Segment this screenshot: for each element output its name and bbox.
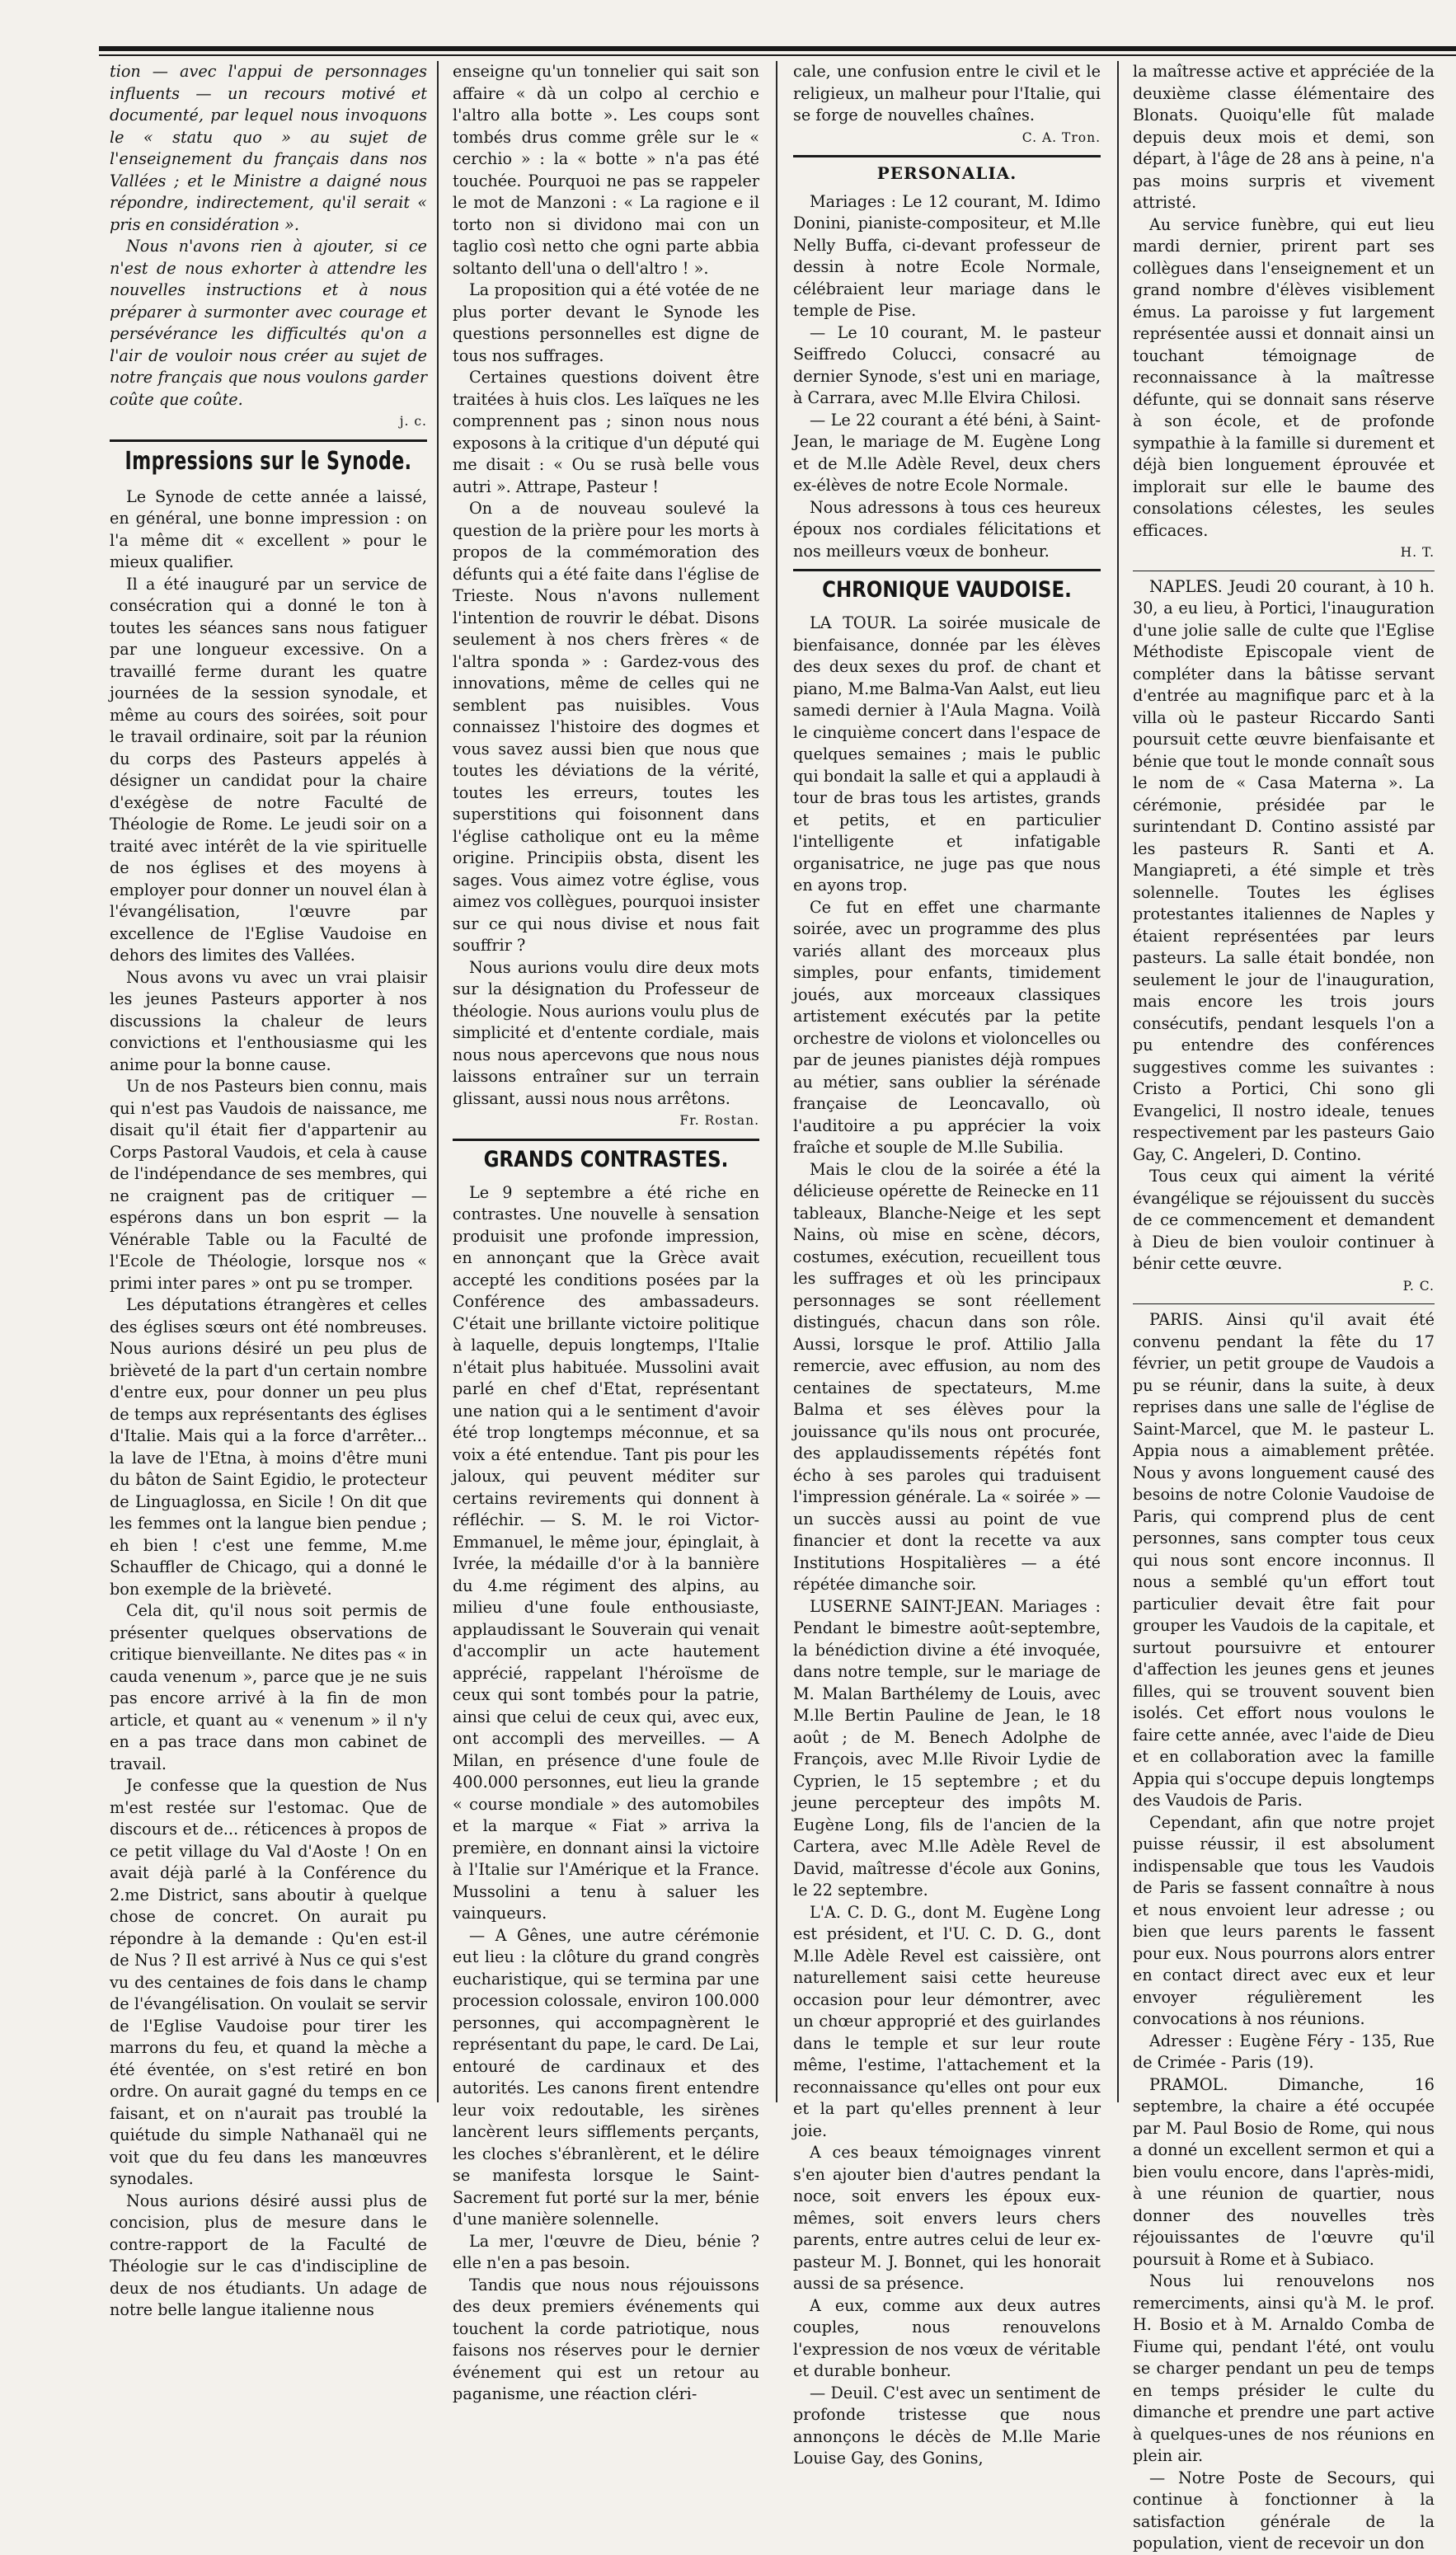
paragraph: La mer, l'œuvre de Dieu, bénie ? elle n'en a pas besoin. — [453, 2231, 759, 2272]
paragraph: NAPLES. Jeudi 20 courant, à 10 h. 30, a eu lieu, à Portici, l'inauguration d'une jolie salle de culte que l'Eglise Méthodiste Episcopale vient de compléter dans la bâtisse servant d'entrée au magnifique parc et à la villa où le pasteur Riccardo Santi poursuit cette œuvre bienfaisante et bénie que tout le monde connaît sous le nom de « Casa Materna ». La cérémonie, présidée par le surintendant D. Contino assisté par les pasteurs R. Santi et A. Mangiapreti, a été simple et très solennelle. Toutes les églises protestantes italiennes de Naples y étaient représentées par leurs pasteurs. La salle était bondée, non seulement le jour de l'inauguration, mais encore les trois jours consécutifs, pendant lesquels l'on a pu entendre des conférences suggestives comme les suivantes : Cristo a Portici, Chi sono gli Evangelici, Il nostro ideale, tenues respectivement par les pasteurs Gaio Gay, C. Angeleri, D. Contino. — [1133, 576, 1435, 1164]
paragraph: Ce fut en effet une charmante soirée, avec un programme des plus variés allant des morceaux plus simples, pour enfants, timidement joués, aux morceaux classiques artistement exécutés par la petite orchestre de violons et violoncelles ou par de jeunes pianistes déjà rompues au métier, sans oublier la sérénade française de Leoncavallo, où l'auditoire a pu apprécier la voix fraîche et souple de M.lle Subilia. — [793, 897, 1101, 1157]
section-rule — [453, 1139, 759, 1141]
paragraph: Mariages : Le 12 courant, M. Idimo Donini, pianiste-compositeur, et M.lle Nelly Buffa, ci-devant professeur de dessin à notre Ecole Normale, célébraient leur mariage dans le temple de Pise. — [793, 191, 1101, 320]
section-heading: CHRONIQUE VAUDOISE. — [822, 577, 1072, 603]
section-rule — [110, 439, 427, 442]
paragraph: Un de nos Pasteurs bien connu, mais qui n'est pas Vaudois de naissance, me disait qu'il était fier d'appartenir au Corps Pastoral Vaudois, et cela à cause de l'indépendance de ses membres, qui ne craignent pas de critiquer — espérons dans un bon esprit — la Vénérable Table ou la Faculté de l'Ecole de Théologie, lorsque nos « primi inter pares » ont pu se tromper. — [110, 1077, 427, 1293]
paragraph: Je confesse que la question de Nus m'est restée sur l'estomac. Que de discours et de... réticences à propos de ce petit village du Val d'Aoste ! On en avait déjà parlé à la Conférence du 2.me District, sans aboutir à quelque chose de concret. On aurait pu répondre à la demande : Qu'en est-il de Nus ? Il est arrivé à Nus ce qui s'est vu des centaines de fois dans le champ de l'évangélisation. On voulait se servir de l'Eglise Vaudoise pour tirer les marrons du feu, et quand la mèche a été éventée, on s'est retiré en bon ordre. On aurait gagné du temps en ce faisant, et on n'aurait pas troublé la quiétude du simple Nathanaël qui ne voit que du feu dans les manœuvres synodales. — [110, 1776, 427, 2188]
paragraph: Nous aurions voulu dire deux mots sur la désignation du Professeur de théologie. Nous aurions voulu plus de simplicité et d'entente cordiale, mais nous nous apercevons que nous nous laissons entraîner sur un terrain glissant, aussi nous nous arrêtons. — [453, 957, 759, 1108]
article-signature: C. A. Tron. — [1022, 129, 1101, 145]
column-4 — [1133, 61, 1435, 2553]
paragraph: Nous aurions désiré aussi plus de concision, plus de mesure dans le contre-rapport de la Faculté de Théologie sur le cas d'indiscipline de deux de nos étudiants. Un adage de notre belle langue italienne nous — [110, 2191, 427, 2319]
paragraph: Le Synode de cette année a laissé, en général, une bonne impression : on l'a même dit « excellent » pour le mieux qualifier. — [110, 486, 427, 571]
paragraph: PARIS. Ainsi qu'il avait été convenu pendant la fête du 17 février, un petit groupe de Vaudois a pu se réunir, dans la suite, à deux reprises dans une salle de l'église de Saint-Marcel, que M. le pasteur L. Appia nous a aimablement prêtée. Nous y avons longuement causé des besoins de notre Colonie Vaudoise de Paris, qui comprend plus de cent personnes, sans compter tous ceux qui nous sont encore inconnus. Il nous a semblé qu'un effort tout particulier devait être fait pour grouper les Vaudois de la capitale, et surtout poursuivre et entourer d'affection les jeunes gens et jeunes filles, qui se trouvent souvent bien isolés. Cet effort nous voulons le faire cette année, avec l'aide de Dieu et en collaboration avec la famille Appia qui s'occupe depuis longtemps des Vaudois de Paris. — [1133, 1310, 1435, 1810]
article-heading: Impressions sur le Synode. — [124, 446, 412, 476]
section-rule — [793, 155, 1101, 157]
paragraph: Cela dit, qu'il nous soit permis de présenter quelques observations de critique bienveillante. Ne dites pas « in cauda venenum », parce que je ne suis pas encore arrivé à la fin de mon article, et quant au « venenum » il n'y en a pas trace dans mon cabinet de travail. — [110, 1601, 427, 1773]
column-divider — [1117, 61, 1119, 2102]
section-rule — [1133, 1303, 1435, 1304]
paragraph: Tous ceux qui aiment la vérité évangélique se réjouissent du succès de ce commencement et demandent à Dieu de bien vouloir continuer à bénir cette œuvre. — [1133, 1167, 1435, 1273]
paragraph: cale, une confusion entre le civil et le religieux, un malheur pour l'Italie, qui se forge de nouvelles chaînes. — [793, 62, 1101, 124]
intro-paragraph: tion — avec l'appui de personnages influents — un recours motivé et documenté, par lequel nous invoquons le « statu quo » au sujet de l'enseignement du français dans nos Vallées ; et le Ministre a daigné nous répondre, indirectement, qu'il serait « pris en considération ». — [110, 62, 427, 234]
article-heading: GRANDS CONTRASTES. — [483, 1146, 729, 1172]
article-signature: H. T. — [1400, 545, 1435, 560]
top-rule — [99, 46, 1456, 51]
paragraph: — Notre Poste de Secours, qui continue à fonctionner à la satisfaction générale de la population, vient de recevoir un don — [1133, 2468, 1435, 2553]
paragraph: Nous adressons à tous ces heureux époux nos cordiales félicitations et nos meilleurs vœux de bonheur. — [793, 497, 1101, 561]
paragraph: Il a été inauguré par un service de consécration qui a donné le ton à toutes les séances sans nous fatiguer par une longueur excessive. On a travaillé ferme durant les quatre journées de la session synodale, et même au cours des soirées, soit pour le travail ordinaire, soit par la réunion du corps des Pasteurs appelés à désigner un candidat pour la chaire d'exégèse de notre Faculté de Théologie de Rome. Le jeudi soir on a traité avec intérêt de la vie spirituelle de nos églises et des moyens à employer pour donner un nouvel élan à l'évangélisation, l'œuvre par excellence de l'Eglise Vaudoise en dehors des limites des Vallées. — [110, 574, 427, 965]
paragraph: enseigne qu'un tonnelier qui sait son affaire « dà un colpo al cerchio e l'altro alla botte ». Les coups sont tombés drus comme grêle sur le « cerchio » : la « botte » n'a pas été touchée. Pourquoi ne pas se rappeler le mot de Manzoni : « La ragione e il torto non si dividono mai con un taglio così netto che ogni parte abbia soltanto dell'una o dell'altro ! ». — [453, 62, 759, 278]
paragraph: Cependant, afin que notre projet puisse réussir, il est absolument indispensable que tous les Vaudois de Paris se fassent connaître à nous et nous envoient leur adresse ; ou bien que leurs parents le fassent pour eux. Nous pourrons alors entrer en contact direct avec eux et leur envoyer régulièrement les convocations à nos réunions. — [1133, 1812, 1435, 2028]
paragraph: Adresser : Eugène Féry - 135, Rue de Crimée - Paris (19). — [1133, 2031, 1435, 2072]
paragraph: Nous avons vu avec un vrai plaisir les jeunes Pasteurs apporter à nos discussions la chaleur de leurs convictions et l'enthousiasme qui les anime pour la bonne cause. — [110, 967, 427, 1074]
section-rule — [793, 569, 1101, 571]
paragraph: PRAMOL. Dimanche, 16 septembre, la chaire a été occupée par M. Paul Bosio de Rome, qui nous a donné un excellent sermon et qui a bien voulu encore, dans l'après-midi, à une réunion de quartier, nous donner des nouvelles très réjouissantes de l'œuvre qu'il poursuit à Rome et à Subiaco. — [1133, 2074, 1435, 2269]
section-heading: PERSONALIA. — [876, 163, 1017, 183]
paragraph: On a de nouveau soulevé la question de la prière pour les morts à propos de la commémoration des défunts qui a été faite dans l'église de Trieste. Nous n'avons nullement l'intention de rouvrir le débat. Disons seulement à nos chers frères « de l'altra sponda » : Gardez-vous des innovations, même de celles qui ne semblent pas nuisibles. Vous connaissez l'histoire des dogmes et vous savez aussi bien que nous que toutes les déviations de la vérité, toutes les erreurs, toutes les superstitions qui foisonnent dans l'église catholique ont eu la même origine. Principiis obsta, disent les sages. Vous aimez votre église, vous aimez vos collègues, pourquoi insister sur ce qui nous divise et nous fait souffrir ? — [453, 499, 759, 955]
article-signature: Fr. Rostan. — [679, 1113, 759, 1128]
paragraph: L'A. C. D. G., dont M. Eugène Long est président, et l'U. C. D. G., dont M.lle Adèle Revel est caissière, ont naturellement saisi cette heureuse occasion pour leur démontrer, avec un chœur approprié et des guirlandes dans le temple et sur leur route même, l'estime, l'attachement et la reconnaissance qu'elles ont pour eux et la part qu'elles prennent à leur joie. — [793, 1902, 1101, 2140]
paragraph: la maîtresse active et appréciée de la deuxième classe élémentaire des Blonats. Quoiqu'elle fût malade depuis deux mois et demi, son départ, à l'âge de 28 ans à peine, n'a pas moins surpris et vivement attristé. — [1133, 62, 1435, 212]
intro-paragraph: Nous n'avons rien à ajouter, si ce n'est de nous exhorter à attendre les nouvelles instructions et à nous préparer à surmonter avec courage et persévérance les difficultés qu'on a l'air de vouloir nous créer au sujet de notre français que nous voulons garder coûte que coûte. — [110, 237, 427, 409]
paragraph: A eux, comme aux deux autres couples, nous renouvelons l'expression de nos vœux de véritable et durable bonheur. — [793, 2295, 1101, 2380]
paragraph: Tandis que nous nous réjouissons des deux premiers événements qui touchent la corde patriotique, nous faisons nos réserves pour le dernier événement qui est un retour au paganisme, une réaction cléri- — [453, 2275, 759, 2403]
paragraph: Nous lui renouvelons nos remerciments, ainsi qu'à M. le prof. H. Bosio et à M. Arnaldo Comba de Fiume qui, pendant l'été, ont voulu se charger pendant un peu de temps en temps présider le culte du dimanche et prendre une part active à quelques-unes de nos réunions en plein air. — [1133, 2271, 1435, 2465]
paragraph: LA TOUR. La soirée musicale de bienfaisance, donnée par les élèves des deux sexes du prof. de chant et piano, M.me Balma-Van Aalst, eut lieu samedi dernier à l'Aula Magna. Voilà le cinquième concert dans l'espace de quelques semaines ; mais le public qui bondait la salle et qui a applaudi à tour de bras tous les artistes, grands et petits, et en particulier l'intelligente et infatigable organisatrice, ne juge pas que nous en ayons trop. — [793, 613, 1101, 895]
paragraph: — Le 22 courant a été béni, à Saint-Jean, le mariage de M. Eugène Long et de M.lle Adèle Revel, deux chers ex-élèves de notre Ecole Normale. — [793, 410, 1101, 495]
column-3 — [793, 61, 1101, 2468]
paragraph: — A Gênes, une autre cérémonie eut lieu : la clôture du grand congrès eucharistique, qui se termina par une procession colossale, environ 100.000 personnes, qui accompagnèrent le représentant du pape, le card. De Lai, entouré de cardinaux et des autorités. Les canons firent entendre leur voix redoutable, les sirènes lancèrent leurs sifflements perçants, les cloches s'ébranlèrent, et le délire se manifesta lorsque le Saint-Sacrement fut porté sur la mer, bénie d'une manière solennelle. — [453, 1925, 759, 2229]
top-rule-thin — [99, 54, 1456, 56]
paragraph: Au service funèbre, qui eut lieu mardi dernier, prirent part ses collègues dans l'enseignement et un grand nombre d'élèves visiblement émus. La paroisse y fut largement représentée aussi et donnait ainsi un touchant témoignage de reconnaissance à la maîtresse défunte, qui se donnait sans réserve à son école, et de profonde sympathie à la famille si durement et déjà bien longuement éprouvée et implorait sur elle le baume des consolations célestes, les seules efficaces. — [1133, 214, 1435, 540]
paragraph: Certaines questions doivent être traitées à huis clos. Les laïques ne les comprennent pas ; sinon nous nous exposons à la critique d'un député qui me disait : « Ou se rusà belle vous autri ». Attrape, Pasteur ! — [453, 368, 759, 496]
paragraph: A ces beaux témoignages vinrent s'en ajouter bien d'autres pendant la noce, soit envers les époux eux-mêmes, soit envers leurs chers parents, entre autres celui de leur ex-pasteur M. J. Bonnet, qui les honorait aussi de sa présence. — [793, 2143, 1101, 2293]
paragraph: — Le 10 courant, M. le pasteur Seiffredo Colucci, consacré au dernier Synode, s'est uni en mariage, à Carrara, avec M.lle Elvira Chilosi. — [793, 322, 1101, 407]
paragraph: Mais le clou de la soirée a été la délicieuse opérette de Reinecke en 11 tableaux, Blanche-Neige et les sept Nains, où mise en scène, décors, costumes, exécution, recueillent tous les suffrages et où les principaux personnages se sont réellement distingués, chacun dans son rôle. Aussi, lorsque le prof. Attilio Jalla remercie, avec effusion, au nom des centaines de spectateurs, M.me Balma et ses élèves pour la jouissance qu'ils nous ont procurée, des applaudissements répétés font écho à ses paroles qui traduisent l'impression générale. La « soirée » — un succès aussi au point de vue financier et dont la recette va aux Institutions Hospitalières — a été répétée dimanche soir. — [793, 1159, 1101, 1594]
column-1 — [110, 61, 427, 2319]
paragraph: Les députations étrangères et celles des églises sœurs ont été nombreuses. Nous aurions désiré un peu plus de brièveté de la part d'un certain nombre d'entre eux, pour donner un peu plus de temps aux représentants des églises d'Italie. Mais qui a la force d'arrêter... la lave de l'Etna, à moins d'être muni du bâton de Saint Egidio, le protecteur de Linguaglossa, en Sicile ! On dit que les femmes ont la langue bien pendue ; eh bien ! c'est une femme, M.me Schauffler de Chicago, qui a donné le bon exemple de la brièveté. — [110, 1295, 427, 1599]
column-divider — [776, 61, 777, 2102]
paragraph: LUSERNE SAINT-JEAN. Mariages : Pendant le bimestre août-septembre, la bénédiction divine a été invoquée, dans notre temple, sur le mariage de M. Malan Barthélemy de Louis, avec M.lle Bertin Pauline de Jean, le 18 août ; de M. Benech Adolphe de François, avec M.lle Rivoir Lydie de Cyprien, le 15 septembre ; et du jeune percepteur des impôts M. Eugène Long, fils de l'ancien de la Cartera, avec M.lle Adèle Revel de David, maîtresse d'école aux Gonins, le 22 septembre. — [793, 1596, 1101, 1900]
paragraph: La proposition qui a été votée de ne plus porter devant le Synode les questions personnelles est digne de tous nos suffrages. — [453, 280, 759, 365]
column-2 — [453, 61, 759, 2403]
article-signature: P. C. — [1402, 1278, 1435, 1294]
paragraph: Le 9 septembre a été riche en contrastes. Une nouvelle à sensation produisit une profonde impression, en annonçant que la Grèce avait accepté les conditions posées par la Conférence des ambassadeurs. C'était une brillante victoire politique à laquelle, depuis longtemps, l'Italie n'était plus habituée. Mussolini avait parlé en chef d'Etat, représentant une nation qui a le sentiment d'avoir été trop longtemps méconnue, et sa voix a été entendue. Tant pis pour les jaloux, qui peuvent méditer sur certains revirements qui donnent à réfléchir. — S. M. le roi Victor-Emmanuel, le même jour, épinglait, à Ivrée, la médaille d'or à la bannière du 4.me régiment des alpins, au milieu d'une foule enthousiaste, applaudissant le Souverain qui venait d'accomplir un acte hautement apprécié, rappelant l'héroïsme de ceux qui sont tombés pour la patrie, ainsi que celui de ceux qui, avec eux, ont accompli des merveilles. — A Milan, en présence d'une foule de 400.000 personnes, eut lieu la grande « course mondiale » des automobiles et la marque « Fiat » arriva la première, en donnant ainsi la victoire à l'Italie sur l'Amérique et la France. Mussolini a tenu à saluer les vainqueurs. — [453, 1182, 759, 1923]
column-divider — [437, 61, 439, 2102]
intro-signature: j. c. — [399, 414, 427, 429]
paragraph: — Deuil. C'est avec un sentiment de profonde tristesse que nous annonçons le décès de M.lle Marie Louise Gay, des Gonins, — [793, 2383, 1101, 2468]
